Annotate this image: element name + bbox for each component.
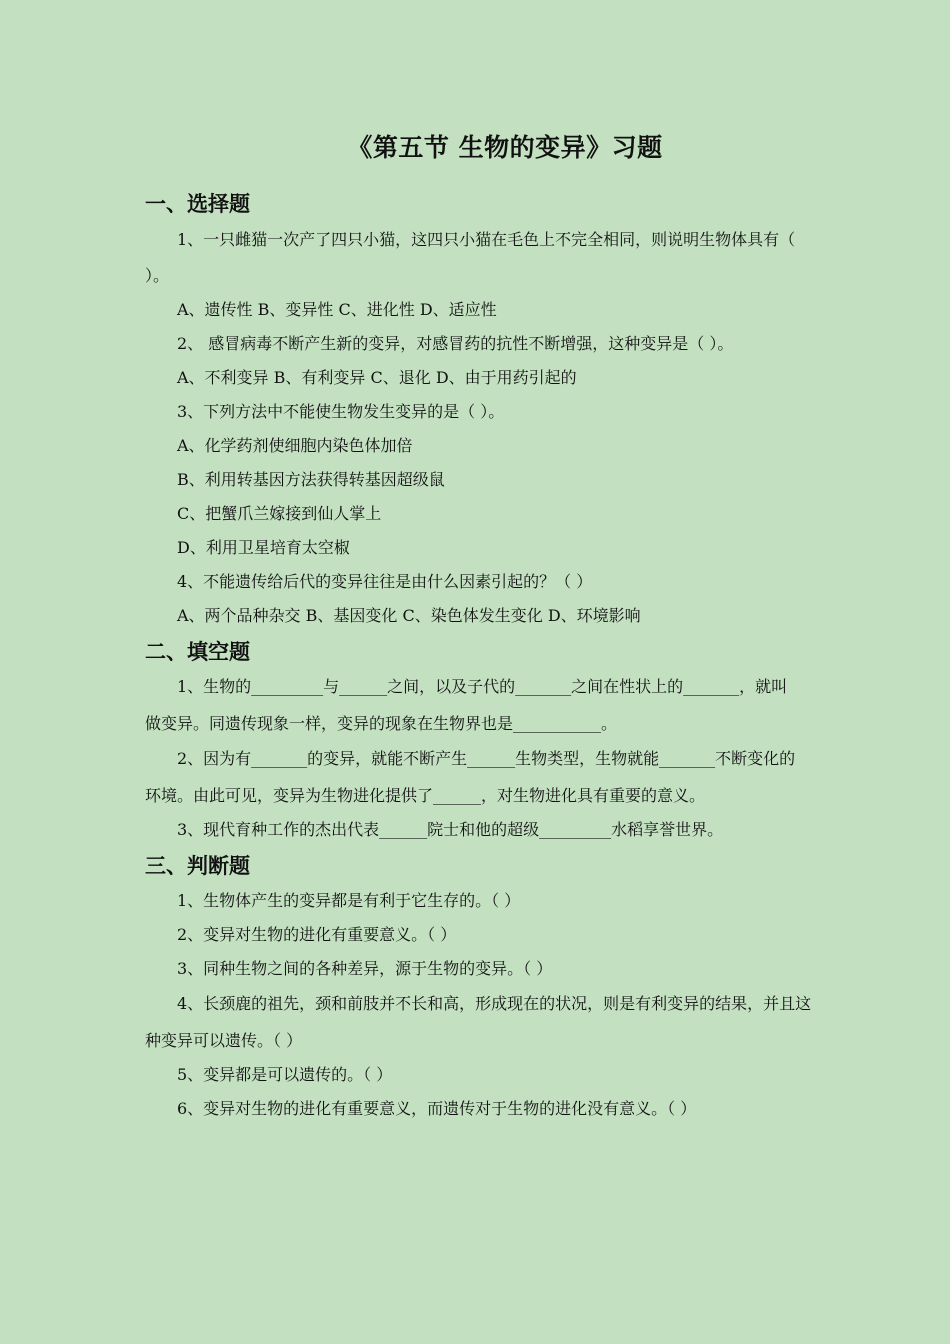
page-title: 《第五节 生物的变异》习题 bbox=[347, 133, 663, 162]
question-line: 3、现代育种工作的杰出代表______院士和他的超级_________水稻享誉世界。 bbox=[177, 820, 724, 839]
question-line: 1、生物的_________与______之间，以及子代的_______之间在性状上的_______，就叫 bbox=[177, 677, 788, 696]
question-line: 2、因为有_______的变异，就能不断产生______生物类型，生物就能_______不断变化的 bbox=[177, 749, 796, 768]
question-line: 种变异可以遗传。（ ） bbox=[145, 1031, 303, 1050]
question-line: 5、变异都是可以遗传的。（ ） bbox=[177, 1065, 393, 1084]
question-line: 1、一只雌猫一次产了四只小猫，这四只小猫在毛色上不完全相同，则说明生物体具有（ bbox=[177, 230, 796, 249]
question-line: 3、下列方法中不能使生物发生变异的是（ ）。 bbox=[177, 402, 505, 421]
question-line: 6、变异对生物的进化有重要意义，而遗传对于生物的进化没有意义。（ ） bbox=[177, 1099, 697, 1118]
question-line: ）。 bbox=[145, 266, 170, 285]
question-line: 3、同种生物之间的各种差异，源于生物的变异。（ ） bbox=[177, 959, 553, 978]
section-heading-judge: 三、判断题 bbox=[145, 853, 250, 878]
option-line: A、两个品种杂交 B、基因变化 C、染色体发生变化 D、环境影响 bbox=[177, 606, 641, 625]
question-line: 2、变异对生物的进化有重要意义。（ ） bbox=[177, 925, 457, 944]
option-line: A、化学药剂使细胞内染色体加倍 bbox=[177, 436, 413, 455]
section-heading-fill: 二、填空题 bbox=[145, 639, 250, 664]
question-line: 4、长颈鹿的祖先，颈和前肢并不长和高，形成现在的状况，则是有利变异的结果，并且这 bbox=[177, 994, 812, 1013]
option-line: D、利用卫星培育太空椒 bbox=[177, 538, 350, 557]
question-line: 环境。由此可见，变异为生物进化提供了______，对生物进化具有重要的意义。 bbox=[145, 786, 706, 805]
option-line: A、不利变异 B、有利变异 C、退化 D、由于用药引起的 bbox=[177, 368, 577, 387]
question-line: 1、生物体产生的变异都是有利于它生存的。（ ） bbox=[177, 891, 521, 910]
option-line: A、遗传性 B、变异性 C、进化性 D、适应性 bbox=[177, 300, 497, 319]
option-line: B、利用转基因方法获得转基因超级鼠 bbox=[177, 470, 445, 489]
section-heading-choice: 一、选择题 bbox=[145, 191, 250, 216]
option-line: C、把蟹爪兰嫁接到仙人掌上 bbox=[177, 504, 382, 523]
question-line: 做变异。同遗传现象一样，变异的现象在生物界也是___________。 bbox=[145, 714, 618, 733]
question-line: 2、 感冒病毒不断产生新的变异，对感冒药的抗性不断增强，这种变异是（ ）。 bbox=[177, 334, 734, 353]
question-line: 4、不能遗传给后代的变异往往是由什么因素引起的？（ ） bbox=[177, 572, 593, 591]
